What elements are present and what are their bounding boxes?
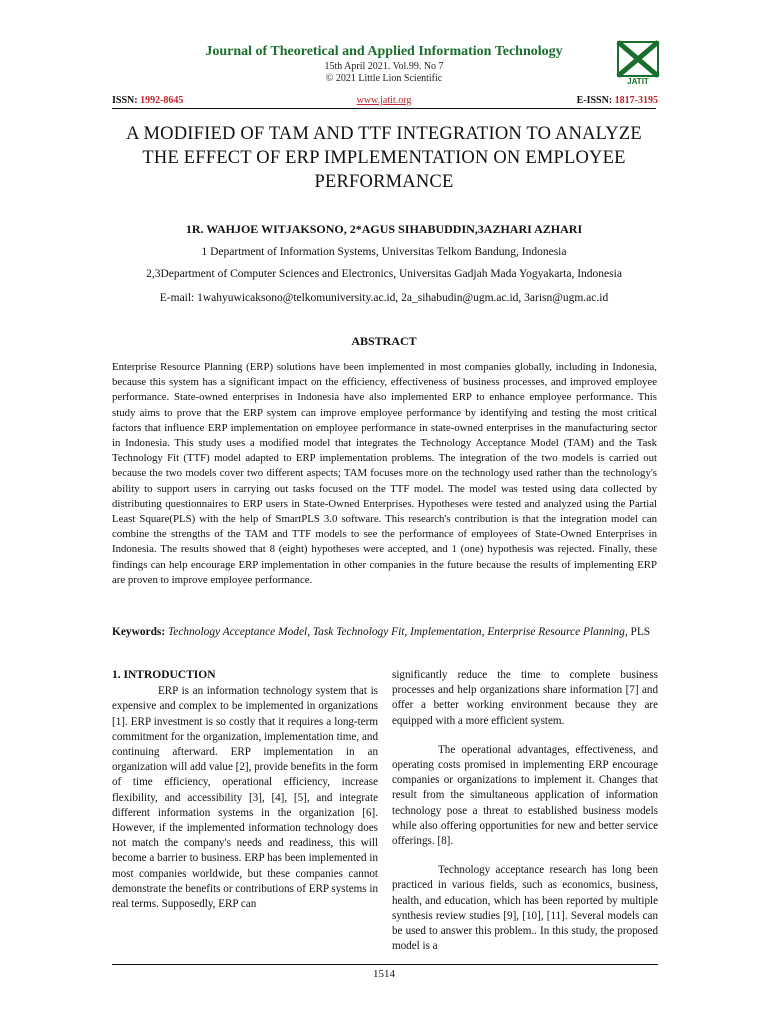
issue-info: 15th April 2021. Vol.99. No 7 xyxy=(324,61,444,72)
intro-paragraph-3: The operational advantages, effectiveness, and operating costs promised in implementing ERP encourage companies or organizations to implement it. Changes that result from the simultaneous application of information technology pose a threat to established business models while also offering opportunities for new and better service offerings. [8]. xyxy=(392,743,658,848)
authors: 1R. WAHJOE WITJAKSONO, 2*AGUS SIHABUDDIN,3AZHARI AZHARI xyxy=(185,222,583,236)
abstract-heading: ABSTRACT xyxy=(351,334,417,348)
affiliation-2: 2,3Department of Computer Sciences and Electronics, Universitas Gadjah Mada Yogyakarta, Indonesia xyxy=(146,268,622,280)
right-column xyxy=(392,668,658,954)
header-rule xyxy=(112,108,656,109)
section-heading-introduction: 1. INTRODUCTION xyxy=(112,669,216,681)
journal-name: Journal of Theoretical and Applied Information Technology xyxy=(205,44,563,59)
copyright: © 2021 Little Lion Scientific xyxy=(325,73,443,84)
author-emails: E-mail: 1wahyuwicaksono@telkomuniversity.ac.id, 2a_sihabudin@ugm.ac.id, 3arisn@ugm.ac.id xyxy=(159,292,609,304)
abstract-text: Enterprise Resource Planning (ERP) solutions have been implemented in most companies globally, including in Indonesia, because this system has a significant impact on the efficiency, effectiveness of business processes, and improved employee performance. State-owned enterprises in Indonesia have also implemented ERP to enhance employee performance. This study aims to prove that the ERP system can improve employee performance by identifying and testing the most critical factors that influence ERP implementation on employee performance in state-owned enterprises in the manufacturing sector in Indonesia. This study uses a modified model that integrates the Technology Acceptance Model (TAM) and the Task Technology Fit (TTF) model adapted to ERP implementation problems. The integration of the two models is carried out because the two models cover two different aspects; TAM focuses more on the technology used rather than the technology's ability to support users in carrying out tasks focused on the TTF model. The model was tested using data collected by distributing questionnaires to ERP users in State-Owned Enterprises. Hypotheses were tested and analyzed using the Partial Least Square(PLS) with the help of SmartPLS 3.0 software. This research's contribution is that the integration model can combine the strengths of the TAM and TTF models to see the performance of employees of State-Owned Enterprises in Indonesia. The results showed that 8 (eight) hypotheses were accepted, and 1 (one) hypothesis was rejected. Finally, these findings can help encourage ERP implementation in other companies in the future because the results of implementing ERP are proven to improve employee performance. xyxy=(112,361,657,586)
journal-url[interactable]: www.jatit.org xyxy=(356,95,412,106)
intro-paragraph-4: Technology acceptance research has long been practiced in various fields, such as economics, business, health, and education, which has been reported by multiple synthesis review studies [9], [10], [11]. Several models can be used to answer this problem.. In this study, the proposed model is a xyxy=(392,864,658,953)
jatit-logo xyxy=(616,40,660,86)
footer-rule xyxy=(112,964,658,965)
paper-title: A MODIFIED OF TAM AND TTF INTEGRATION TO ANALYZE THE EFFECT OF ERP IMPLEMENTATION ON EMPLOYEE PERFORMANCE xyxy=(126,124,642,192)
left-column xyxy=(112,668,378,912)
e-issn: E-ISSN: 1817-3195 xyxy=(576,95,658,106)
keywords: Keywords: Technology Acceptance Model, Task Technology Fit, Implementation, Enterprise Resource Planning, PLS xyxy=(112,626,651,638)
intro-paragraph-1: ERP is an information technology system that is expensive and complex to be implemented in organizations [1]. ERP investment is so costly that it requires a long-term commitment for the organization, implementation time, and continuing afterward. ERP implementation in an organization will add value [2], provide benefits in the form of time efficiency, operational efficiency, increase flexibility, and accessibility [3], [4], [5], and integrate different information systems in the organization [6]. However, if the implemented information technology does not match the company's needs and readiness, this will become a barrier to business. ERP has been implemented in most companies worldwide, but these companies cannot demonstrate the benefits or contributions of ERP systems in real terms. Supposedly, ERP can xyxy=(112,685,378,911)
page-number: 1514 xyxy=(373,968,395,980)
logo-text: JATIT xyxy=(627,77,649,86)
issn: ISSN: 1992-8645 xyxy=(112,95,184,106)
affiliation-1: 1 Department of Information Systems, Universitas Telkom Bandung, Indonesia xyxy=(201,246,567,258)
intro-paragraph-2: significantly reduce the time to complete business processes and help organizations share information [7] and offer a better working environment because they are equipped with a more efficient system. xyxy=(392,669,658,727)
